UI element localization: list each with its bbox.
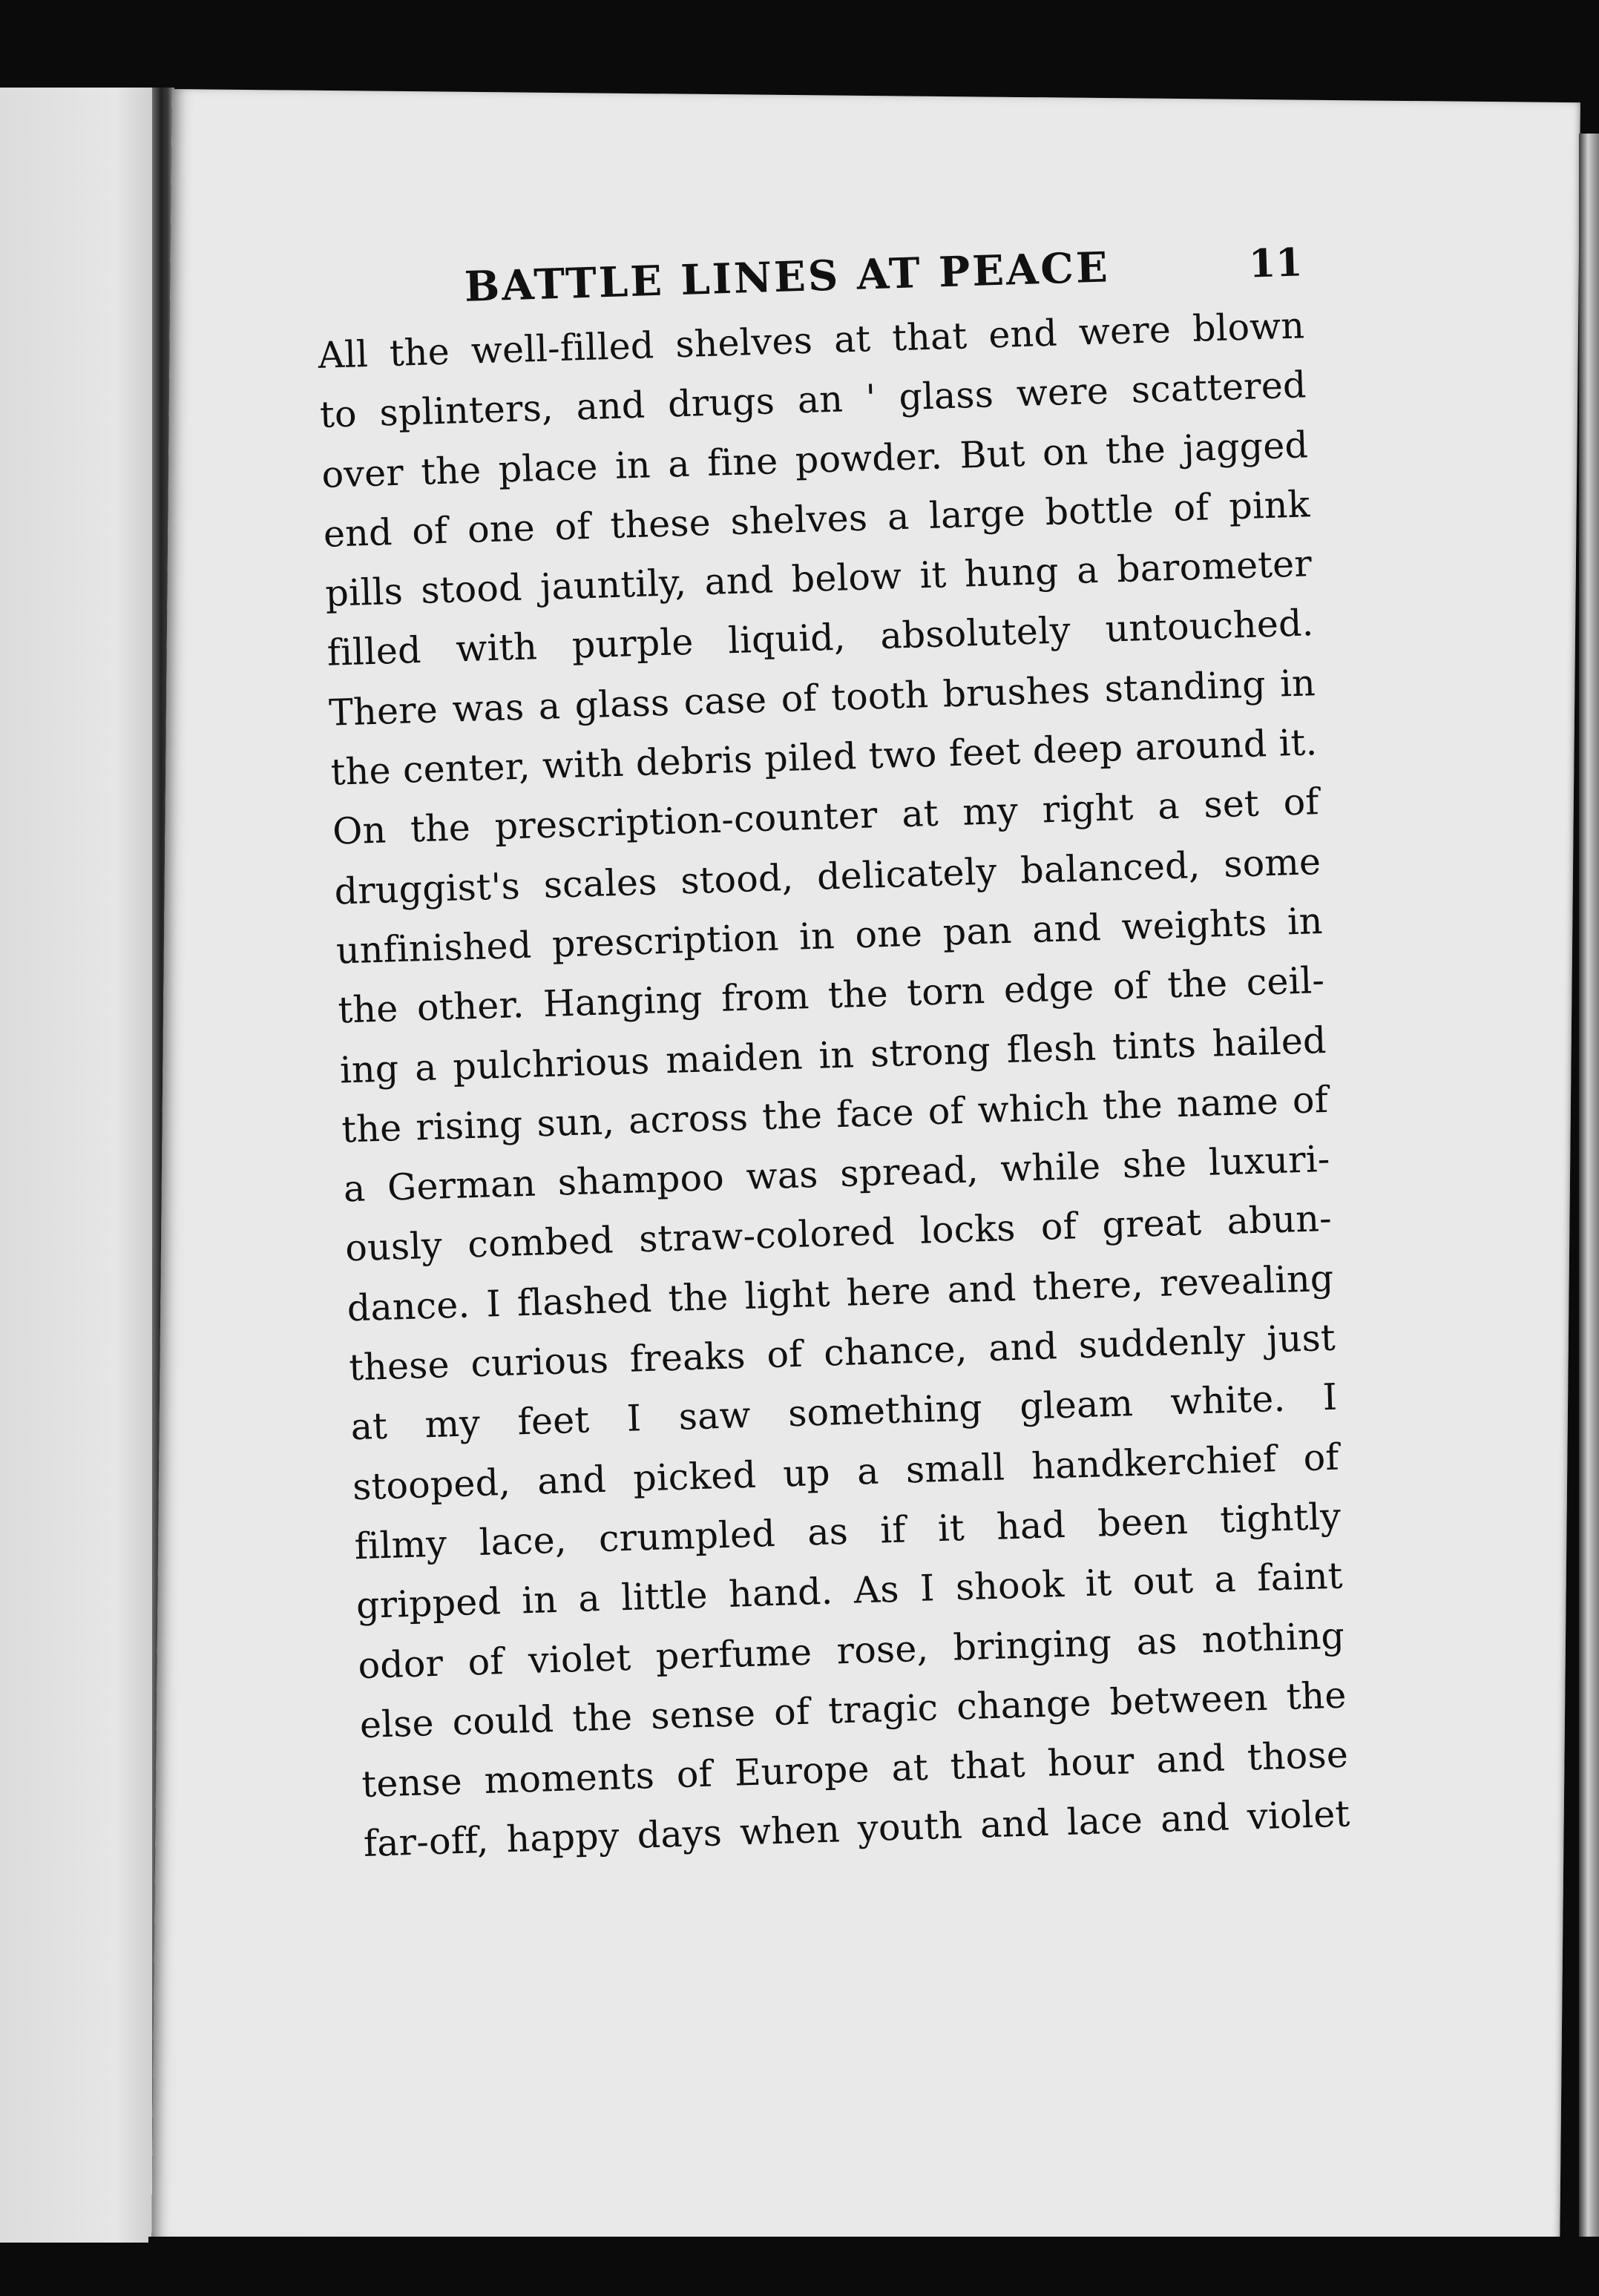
text-line: filled with purple liquid, absolutely untouched. bbox=[326, 602, 1315, 675]
text-line: On the prescription-counter at my right a set of bbox=[332, 780, 1320, 854]
text-line: else could the sense of tragic change between the bbox=[359, 1674, 1347, 1746]
text-line: the other. Hanging from the torn edge of the ceil- bbox=[337, 959, 1325, 1032]
running-head-title: BATTLE LINES AT PEACE bbox=[463, 243, 1111, 312]
body-text bbox=[317, 296, 1350, 1874]
bottom-scan-border bbox=[148, 2237, 1599, 2296]
text-line: a German shampoo was spread, while she luxuri- bbox=[343, 1137, 1331, 1211]
text-line: stooped, and picked up a small handkerchief of bbox=[352, 1435, 1340, 1508]
text-line: end of one of these shelves a large bottle of pink bbox=[323, 483, 1311, 556]
text-line: tense moments of Europe at that hour and those bbox=[361, 1733, 1349, 1806]
right-page-edge bbox=[1579, 134, 1599, 2255]
text-line: over the place in a fine powder. But on the jagged bbox=[321, 423, 1309, 496]
text-line: dance. I flashed the light here and there, revealing bbox=[347, 1257, 1335, 1330]
text-line: gripped in a little hand. As I shook it out a faint bbox=[355, 1554, 1344, 1628]
text-line: All the well-filled shelves at that end were blown bbox=[317, 304, 1305, 377]
text-line: unfinished prescription in one pan and weights in bbox=[335, 899, 1324, 973]
text-line: odor of violet perfume rose, bringing as nothing bbox=[357, 1614, 1345, 1687]
text-line: filmy lace, crumpled as if it had been tightly bbox=[353, 1495, 1342, 1568]
text-line: druggist's scales stood, delicately balanced, some bbox=[333, 840, 1321, 913]
text-line: to splinters, and drugs an ' glass were scattered bbox=[319, 364, 1307, 437]
text-line: ously combed straw-colored locks of great abun- bbox=[344, 1197, 1333, 1270]
text-line: the rising sun, across the face of which the name of bbox=[341, 1078, 1329, 1151]
page-number: 11 bbox=[1248, 240, 1304, 287]
text-line: far-off, happy days when youth and lace and violet bbox=[363, 1792, 1351, 1866]
text-line: pills stood jauntily, and below it hung a barometer bbox=[324, 542, 1313, 615]
text-line: at my feet I saw something gleam white. I bbox=[349, 1376, 1339, 1449]
text-line: ing a pulchrious maiden in strong flesh tints hailed bbox=[339, 1019, 1327, 1092]
text-line: these curious freaks of chance, and suddenly just bbox=[348, 1316, 1336, 1389]
text-line: the center, with debris piled two feet deep around it. bbox=[329, 721, 1319, 794]
page-text-block bbox=[315, 237, 1351, 1874]
text-line: There was a glass case of tooth brushes standing in bbox=[328, 661, 1316, 734]
left-page-edge bbox=[0, 88, 165, 2243]
